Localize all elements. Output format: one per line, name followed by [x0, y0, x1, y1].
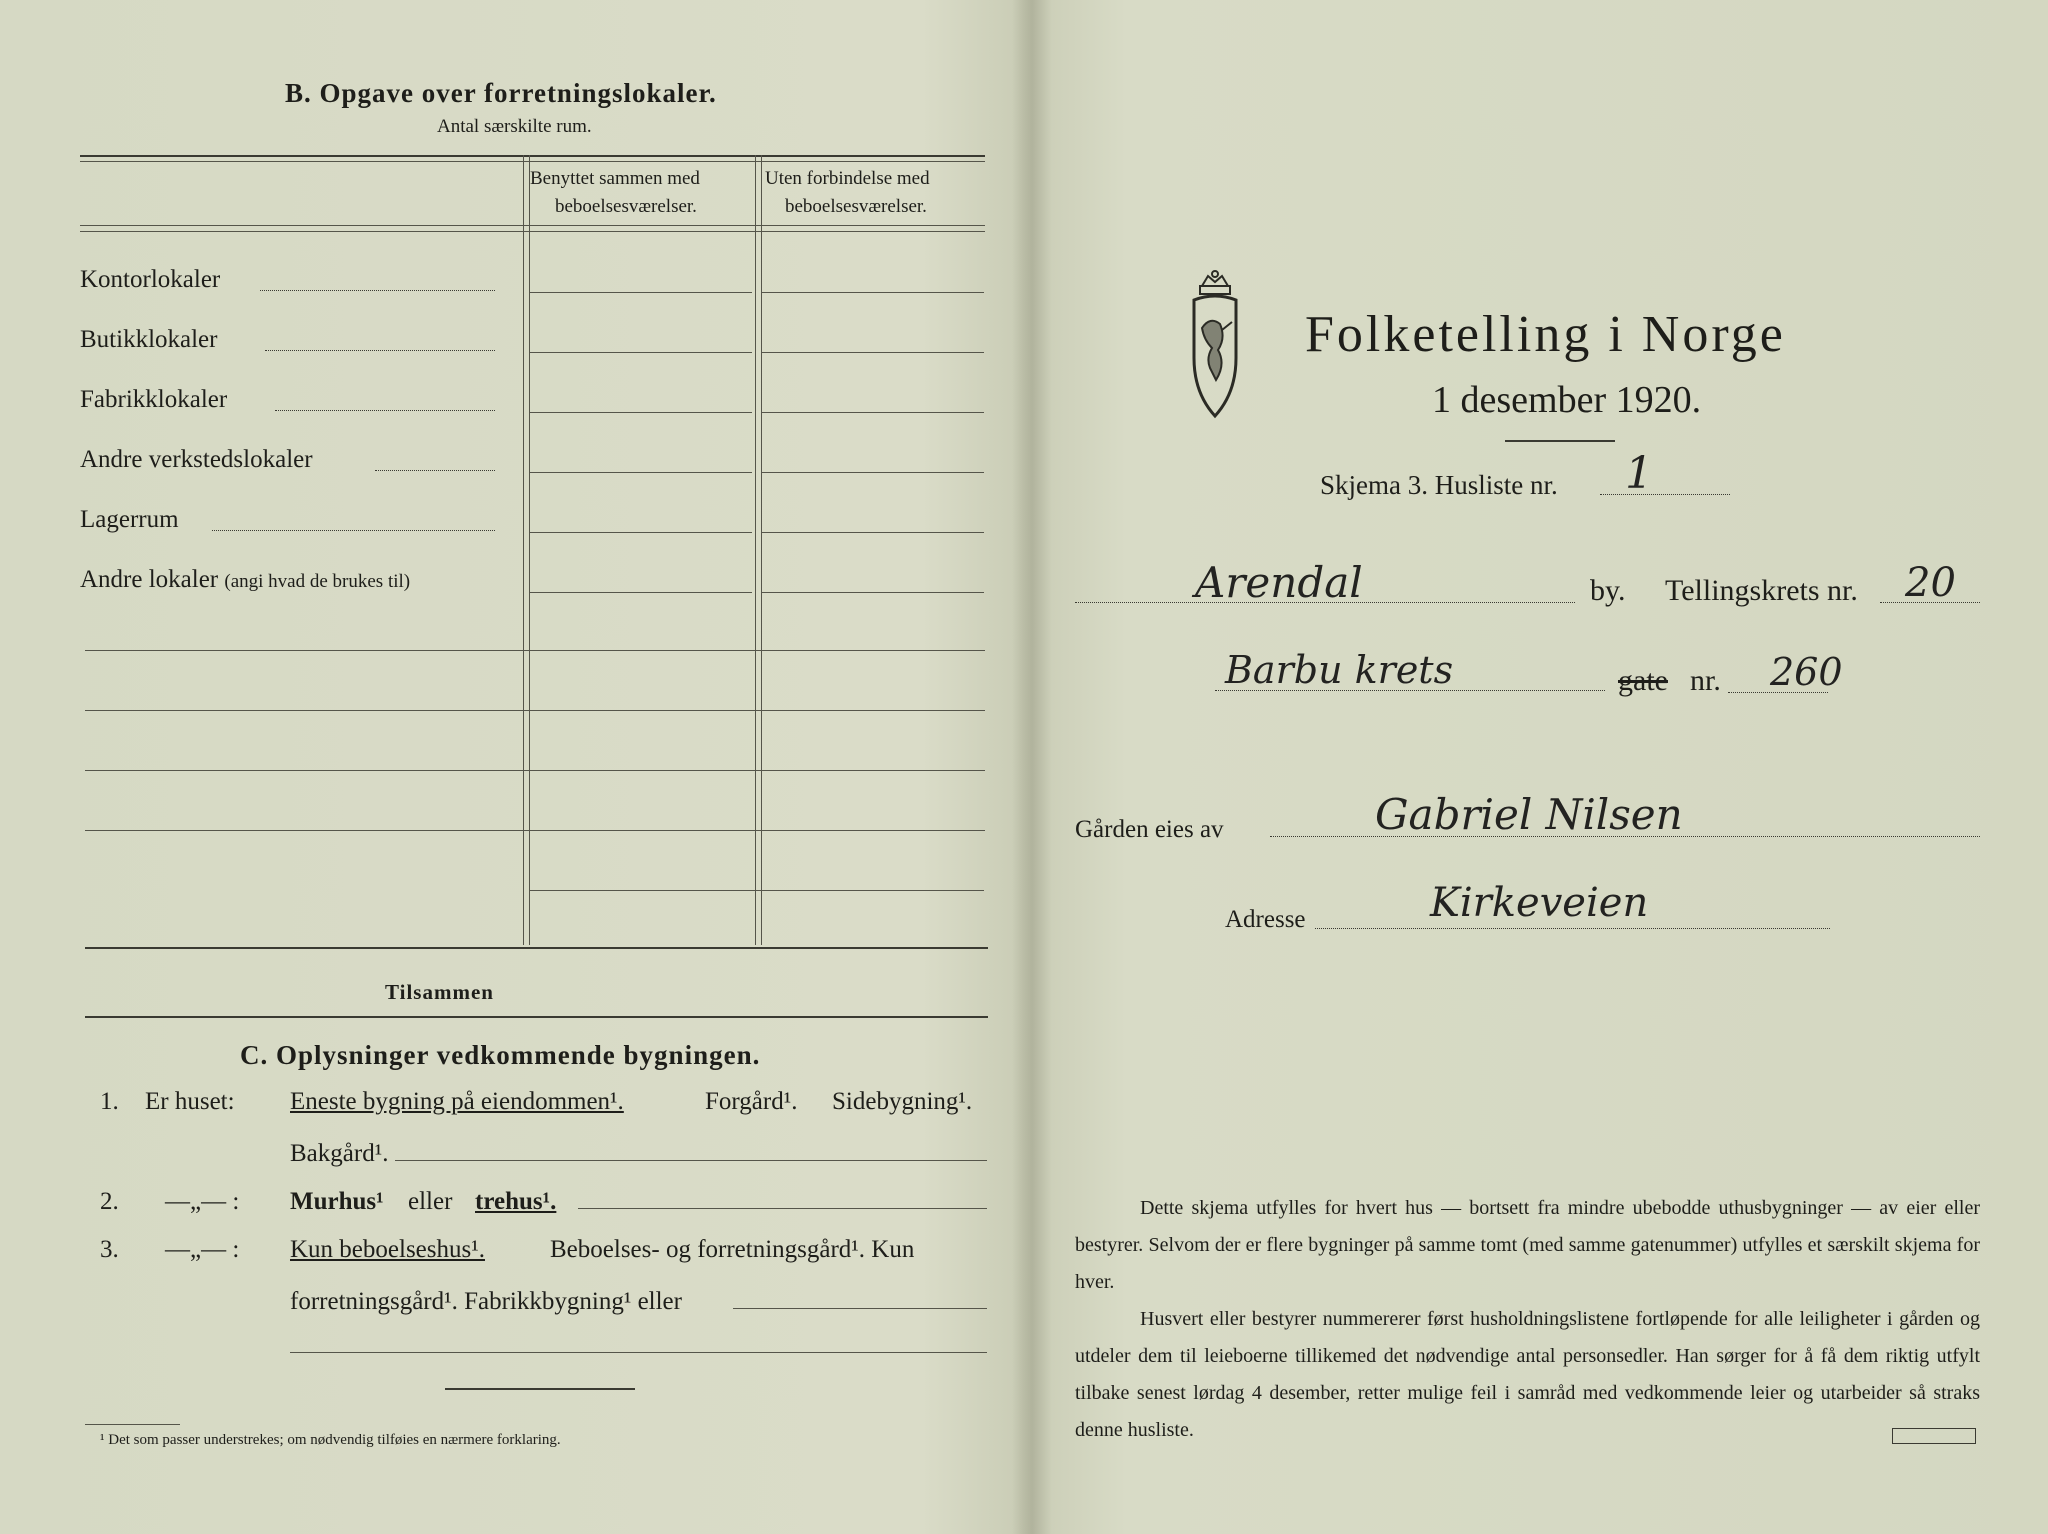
instructions-paragraph-1: Dette skjema utfylles for hvert hus — bortsett fra mindre ubebodde uthusbygninger — av eier eller bestyrer. Selvom der er flere bygninger på samme tomt (med samme gatenummer) utfylles et særskilt skjema for hver. — [1075, 1197, 1980, 1293]
q1-number: 1. — [100, 1088, 119, 1115]
q1-option-sidebygning: Sidebygning¹. — [832, 1088, 973, 1115]
q1-label: Er huset: — [145, 1088, 235, 1115]
q2-option-murhus: Murhus¹ — [290, 1188, 384, 1215]
norway-lion-crest-icon — [1180, 268, 1250, 420]
husliste-underline — [1600, 494, 1730, 495]
row-label-butikk: Butikklokaler — [80, 326, 218, 353]
gate-nr-underline — [1728, 692, 1828, 693]
q3-option-forretningsgard: forretningsgård¹. Fabrikkbygning¹ eller — [290, 1288, 682, 1315]
coat-of-arms — [1180, 268, 1250, 420]
footnote-rule — [85, 1424, 180, 1425]
by-label: by. — [1590, 574, 1626, 607]
col1-header-line2: beboelsesværelser. — [555, 196, 697, 217]
table-top-rule — [80, 155, 985, 157]
by-value[interactable]: Arendal — [1195, 558, 1363, 607]
cell-rule — [530, 352, 752, 353]
cell-rule — [762, 352, 984, 353]
q1-option-forgard: Forgård¹. — [705, 1088, 798, 1115]
col-divider-2 — [755, 155, 756, 945]
by-underline — [1075, 602, 1575, 603]
printer-stamp — [1892, 1428, 1976, 1444]
row-dots-kontor — [260, 290, 495, 291]
andre-lokaler-note: (angi hvad de brukes til) — [224, 571, 411, 592]
header-rule-2 — [80, 231, 985, 232]
gate-nr-label: nr. — [1690, 664, 1721, 697]
form-title: Folketelling i Norge — [1305, 306, 1786, 363]
cell-rule — [762, 292, 984, 293]
cell-rule — [762, 592, 984, 593]
cell-rule — [762, 472, 984, 473]
q2-number: 2. — [100, 1188, 119, 1215]
tellingskrets-underline — [1880, 602, 1980, 603]
total-label: Tilsammen — [385, 980, 494, 1004]
row-label-verksted: Andre verkstedslokaler — [80, 446, 313, 473]
owner-underline — [1270, 836, 1980, 837]
section-b-subtitle: Antal særskilte rum. — [437, 116, 592, 137]
cell-rule — [762, 412, 984, 413]
q3-option-kun-beboelseshus: Kun beboelseshus¹. — [290, 1236, 485, 1263]
gate-label: gate — [1618, 664, 1668, 697]
cell-rule — [530, 472, 752, 473]
q2-ditto: —„— : — [165, 1188, 240, 1215]
section-c-title: C. Oplysninger vedkommende bygningen. — [240, 1040, 761, 1070]
skjema-label: Skjema 3. Husliste nr. — [1320, 470, 1558, 500]
row-label-kontor: Kontorlokaler — [80, 266, 221, 293]
address-underline — [1315, 928, 1830, 929]
col1-header-line1: Benyttet sammen med — [530, 168, 700, 189]
q2-fill-line — [578, 1208, 987, 1209]
footnote: ¹ Det som passer understrekes; om nødvendig tilføies en nærmere forklaring. — [100, 1432, 561, 1448]
q3-number: 3. — [100, 1236, 119, 1263]
title-rule — [1505, 440, 1615, 442]
owner-value[interactable]: Gabriel Nilsen — [1375, 790, 1683, 839]
blank-row-rule — [85, 710, 985, 711]
q3-ditto: —„— : — [165, 1236, 240, 1263]
col-divider-1 — [523, 155, 524, 945]
gate-number[interactable]: 260 — [1770, 650, 1843, 694]
row-dots-butikk — [265, 350, 495, 351]
tellingskrets-number[interactable]: 20 — [1905, 560, 1956, 606]
section-c-end-rule — [445, 1388, 635, 1390]
q1-option-bakgard: Bakgård¹. — [290, 1140, 389, 1167]
address-label: Adresse — [1225, 906, 1306, 933]
blank-row-rule — [85, 830, 985, 831]
q1-option-eneste: Eneste bygning på eiendommen¹. — [290, 1088, 624, 1115]
instructions-paragraph-2: Husvert eller bestyrer nummererer først husholdningslistene fortløpende for alle leiligheter i gården og utdeler dem til leieboerne tillikemed det nødvendige antal personsedler. Han sørger for å få dem riktig utfylt tilbake senest lørdag 4 desember, retter mulige feil i samråd med vedkommende leier og utarbeider så straks denne husliste. — [1075, 1308, 1980, 1441]
cell-rule — [530, 292, 752, 293]
table-top-rule-2 — [80, 161, 985, 162]
andre-lokaler-label: Andre lokaler — [80, 566, 219, 593]
row-dots-verksted — [375, 470, 495, 471]
col-divider-1b — [529, 155, 530, 945]
header-rule — [80, 225, 985, 226]
husliste-number[interactable]: 1 — [1625, 448, 1653, 499]
cell-rule — [530, 532, 752, 533]
gate-value[interactable]: Barbu krets — [1225, 648, 1454, 692]
tellingskrets-label: Tellingskrets nr. — [1665, 574, 1858, 607]
cell-rule — [762, 532, 984, 533]
cell-rule — [530, 412, 752, 413]
blank-row-rule — [530, 890, 984, 891]
cell-rule — [530, 592, 752, 593]
section-b-title: B. Opgave over forretningslokaler. — [285, 78, 717, 108]
col2-header-line1: Uten forbindelse med — [765, 168, 930, 189]
col-divider-2b — [761, 155, 762, 945]
q2-eller: eller — [408, 1188, 453, 1215]
owner-label: Gården eies av — [1075, 816, 1224, 843]
row-dots-fabrikk — [275, 410, 495, 411]
row-dots-lager — [212, 530, 495, 531]
address-value[interactable]: Kirkeveien — [1430, 880, 1649, 926]
census-date: 1 desember 1920. — [1432, 379, 1702, 421]
row-label-andre — [80, 566, 410, 594]
q3-fill-line-2 — [290, 1352, 987, 1353]
blank-row-rule — [85, 770, 985, 771]
q3-fill-line — [733, 1308, 987, 1309]
gate-underline — [1215, 690, 1605, 691]
total-bottom-rule — [85, 1016, 988, 1018]
row-label-lager: Lagerrum — [80, 506, 179, 533]
blank-row-rule — [85, 650, 985, 651]
q1-fill-line — [395, 1160, 987, 1161]
col2-header-line2: beboelsesværelser. — [785, 196, 927, 217]
row-label-fabrikk: Fabrikklokaler — [80, 386, 228, 413]
q3-option-beboelses: Beboelses- og forretningsgård¹. Kun — [550, 1236, 915, 1263]
total-top-rule — [85, 947, 988, 949]
q2-option-trehus: trehus¹. — [475, 1188, 557, 1215]
page-fold — [1012, 0, 1052, 1534]
